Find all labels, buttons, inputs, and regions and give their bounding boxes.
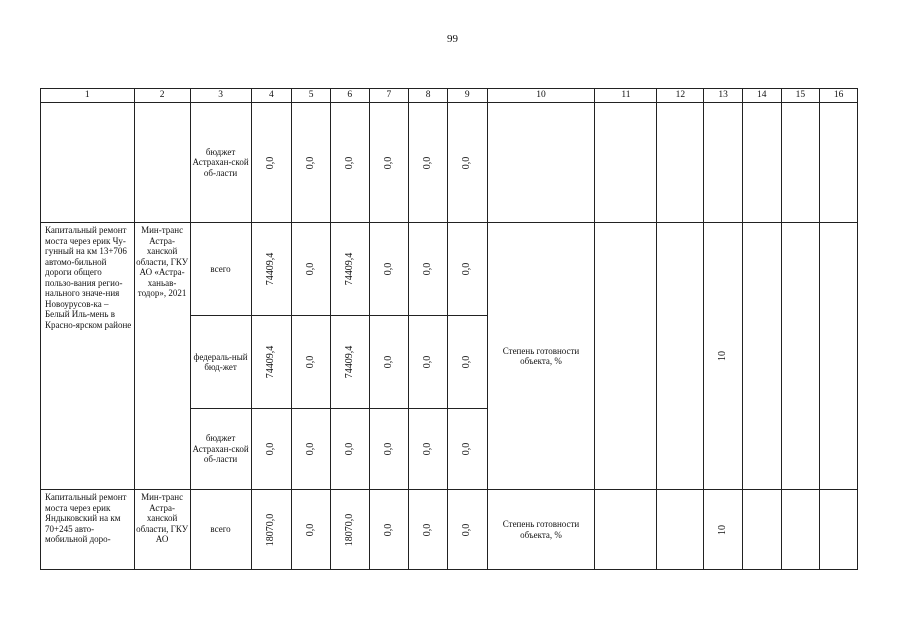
page-number: 99	[447, 33, 458, 45]
value-text: 74409,4	[265, 252, 277, 286]
value-cell	[251, 409, 292, 490]
value-cell	[251, 490, 292, 570]
empty-cell	[742, 490, 781, 570]
value-cell	[251, 316, 292, 409]
value-cell	[447, 316, 487, 409]
value-cell	[292, 223, 331, 316]
value-cell	[409, 316, 448, 409]
value-cell	[292, 316, 331, 409]
object-description: Капитальный ремонт моста через ерик Яндыковский на км 70+245 авто-мобильной доро-	[41, 490, 135, 570]
value-text: 74409,4	[343, 345, 355, 379]
value-cell	[409, 490, 448, 570]
value-text: 0,0	[460, 523, 472, 536]
empty-cell	[704, 103, 743, 223]
value-text: 0,0	[421, 156, 433, 169]
value-cell	[330, 223, 369, 316]
header-cell: 16	[820, 89, 858, 103]
header-cell: 13	[704, 89, 743, 103]
indicator-cell: Степень готовности объекта, %	[487, 490, 595, 570]
value-cell	[292, 409, 331, 490]
table-row	[41, 223, 858, 316]
table-row	[41, 103, 858, 223]
funding-source-cell: бюджет Астрахан-ской об-ласти	[190, 409, 251, 490]
value-cell	[369, 490, 409, 570]
value-text: 18070,0	[265, 513, 277, 546]
program-table	[40, 88, 858, 570]
empty-cell	[595, 103, 657, 223]
empty-cell	[742, 223, 781, 490]
header-cell: 2	[134, 89, 190, 103]
header-cell: 9	[447, 89, 487, 103]
value-text: 0,0	[460, 442, 472, 456]
value-text: 0,0	[382, 523, 394, 536]
empty-cell	[781, 223, 820, 490]
value-text: 0,0	[304, 262, 316, 276]
funding-source-cell: всего	[190, 490, 251, 570]
value-text: 0,0	[343, 442, 355, 456]
header-cell: 12	[657, 89, 704, 103]
value-cell	[330, 316, 369, 409]
value-text: 0,0	[460, 262, 472, 276]
value-text: 74409,4	[265, 345, 277, 379]
value-text: 0,0	[304, 355, 316, 369]
value-text: 74409,4	[343, 252, 355, 286]
value-cell	[447, 409, 487, 490]
value-text: 0,0	[382, 442, 394, 456]
value-cell	[447, 490, 487, 570]
value-cell	[330, 103, 369, 223]
value-cell	[251, 103, 292, 223]
object-description: Капитальный ремонт моста через ерик Чу-гунный на км 13+706 автомо-бильной дороги общего пользо-вания регио-нального значе-ния Новоурусов-ка – Белый Иль-мень в Красно-ярском районе	[41, 223, 135, 490]
indicator-cell	[487, 103, 595, 223]
value-text: 18070,0	[343, 513, 355, 546]
value-text: 0,0	[382, 156, 394, 169]
empty-cell	[595, 223, 657, 490]
empty-cell	[820, 223, 858, 490]
value-text: 0,0	[265, 156, 277, 169]
value-cell	[409, 103, 448, 223]
value-cell	[330, 409, 369, 490]
value-cell	[330, 490, 369, 570]
empty-cell	[820, 103, 858, 223]
value-text: 0,0	[421, 523, 433, 536]
value-text: 0,0	[382, 262, 394, 276]
value-cell	[251, 223, 292, 316]
header-cell: 3	[190, 89, 251, 103]
value-cell	[369, 103, 409, 223]
header-cell: 7	[369, 89, 409, 103]
empty-cell	[820, 490, 858, 570]
table-row	[41, 490, 858, 570]
empty-cell	[781, 490, 820, 570]
empty-cell	[657, 103, 704, 223]
value-text: 0,0	[304, 523, 316, 536]
header-cell: 6	[330, 89, 369, 103]
value-cell	[369, 223, 409, 316]
header-cell: 14	[742, 89, 781, 103]
header-cell: 1	[41, 89, 135, 103]
value-text: 0,0	[421, 355, 433, 369]
value-text: 0,0	[421, 262, 433, 276]
funding-source-cell: бюджет Астрахан-ской об-ласти	[190, 103, 251, 223]
executor-cell	[134, 103, 190, 223]
header-cell: 4	[251, 89, 292, 103]
empty-cell	[781, 103, 820, 223]
value-cell	[447, 103, 487, 223]
executor-cell: Мин-транс Астра-ханской области, ГКУ АО «Астра-ханьав-тодор», 2021	[134, 223, 190, 490]
value-text: 0,0	[343, 156, 355, 169]
value-text: 0,0	[460, 156, 472, 169]
value-text: 0,0	[382, 355, 394, 369]
value-text: 0,0	[265, 442, 277, 456]
header-cell: 5	[292, 89, 331, 103]
empty-cell	[595, 490, 657, 570]
executor-cell: Мин-транс Астра-ханской области, ГКУ АО	[134, 490, 190, 570]
value-cell	[447, 223, 487, 316]
description-cell	[41, 103, 135, 223]
funding-source-cell: всего	[190, 223, 251, 316]
value-text: 0,0	[421, 442, 433, 456]
value-cell	[409, 223, 448, 316]
target-value-cell	[704, 223, 743, 490]
target-value-cell	[704, 490, 743, 570]
target-value-text: 10	[716, 524, 728, 535]
value-cell	[292, 103, 331, 223]
value-text: 0,0	[460, 355, 472, 369]
header-row	[41, 89, 858, 103]
header-cell: 10	[487, 89, 595, 103]
value-cell	[292, 490, 331, 570]
header-cell: 15	[781, 89, 820, 103]
value-text: 0,0	[304, 442, 316, 456]
empty-cell	[657, 223, 704, 490]
value-cell	[369, 316, 409, 409]
value-text: 0,0	[304, 156, 316, 169]
target-value-text: 10	[716, 351, 728, 361]
funding-source-cell: федераль-ный бюд-жет	[190, 316, 251, 409]
value-cell	[369, 409, 409, 490]
value-cell	[409, 409, 448, 490]
indicator-cell: Степень готовности объекта, %	[487, 223, 595, 490]
header-cell: 11	[595, 89, 657, 103]
header-cell: 8	[409, 89, 448, 103]
empty-cell	[657, 490, 704, 570]
empty-cell	[742, 103, 781, 223]
